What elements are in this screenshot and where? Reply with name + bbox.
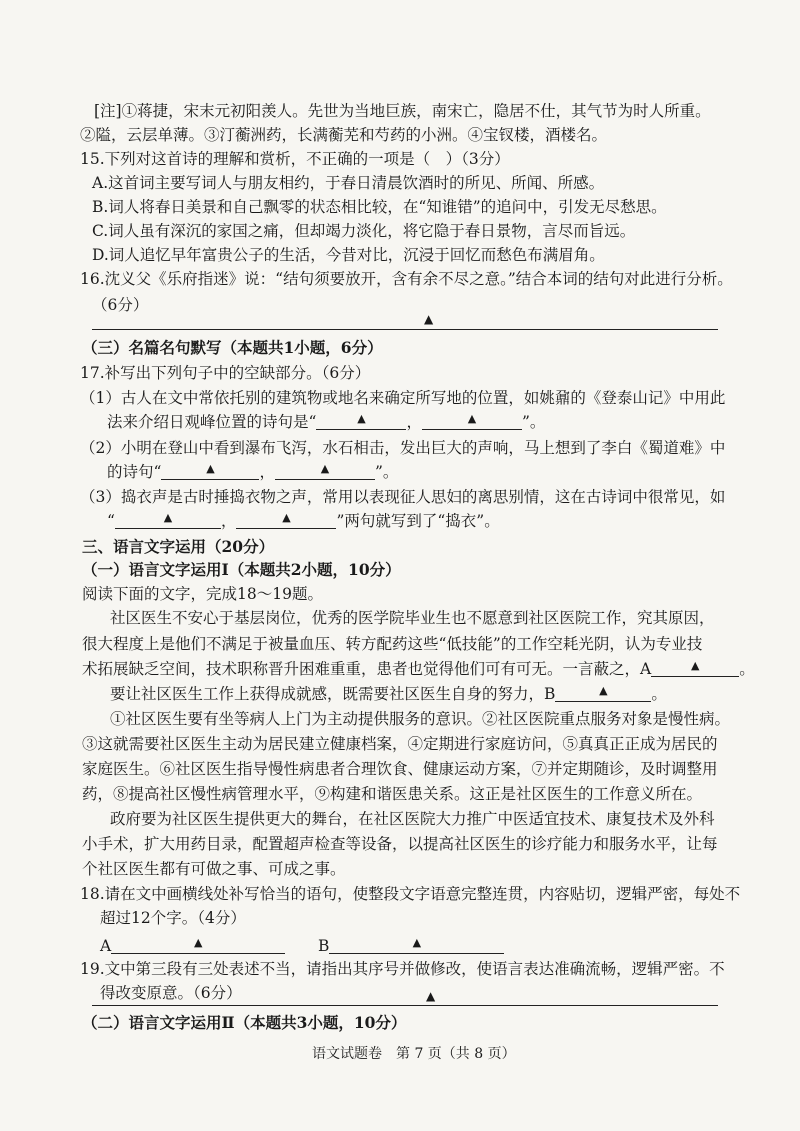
q16-line-2: （6分） <box>92 296 149 314</box>
passage-p4-line-3: 个社区医生都有可做之事、可成之事。 <box>82 860 346 878</box>
passage-p3-line-2: ③这就需要社区医生主动为居民建立健康档案，④定期进行家庭访问，⑤真真正正成为居民的 <box>82 735 718 753</box>
q17-p2-line-1: （2）小明在登山中看到瀑布飞泻，水石相击，发出巨大的声响，马上想到了李白《蜀道难》中 <box>80 439 726 457</box>
passage-p4-line-2: 小手术，扩大用药目录，配置超声检查等设备，以提高社区医生的诊疗能力和服务水平，让每 <box>82 835 718 853</box>
q15-option-a: A.这首词主要写词人与朋友相约，于春日清晨饮酒时的所见、所闻、所感。 <box>92 174 605 192</box>
q17-blank-2[interactable]: ▲ <box>422 411 522 430</box>
passage-blank-a[interactable]: ▲ <box>651 658 739 677</box>
page-footer: 语文试题卷 第 7 页（共 8 页） <box>312 1046 516 1062</box>
q17-blank-4[interactable]: ▲ <box>275 461 375 480</box>
q18-answer-a: A ▲ <box>100 934 285 958</box>
passage-p1-line-3: 术拓展缺乏空间，技术职称晋升困难重重，患者也觉得他们可有可无。一言蔽之，A ▲ 。 <box>82 659 755 678</box>
subsection-title-1: （一）语言文字运用Ⅰ（本题共2小题，10分） <box>82 560 401 579</box>
q17-p1-line-2: 法来介绍日观峰位置的诗句是“ ▲ ， ▲ ”。 <box>107 412 546 431</box>
section-title-famous-lines: （三）名篇名句默写（本题共1小题，6分） <box>82 338 383 357</box>
q19-line-1: 19.文中第三段有三处表述不当，请指出其序号并做修改，使语言表达准确流畅，逻辑严密。不 <box>80 960 725 978</box>
q19-line-2: 得改变原意。（6分） <box>100 984 242 1002</box>
q18-line-1: 18.请在文中画横线处补写恰当的语句，使整段文字语意完整连贯，内容贴切，逻辑严密，每处不 <box>80 885 741 903</box>
q17-blank-1[interactable]: ▲ <box>316 411 406 430</box>
q17-p3-line-2: “ ▲ ， ▲ ”两句就写到了“捣衣”。 <box>107 511 500 530</box>
q17-p1-line-1: （1）古人在文中常依托别的建筑物或地名来确定所写地的位置，如姚鼐的《登泰山记》中用此 <box>80 389 726 407</box>
q18-blank-b[interactable]: ▲ <box>329 935 504 954</box>
q15-stem: 15.下列对这首诗的理解和赏析，不正确的一项是（ ）（3分） <box>80 150 510 168</box>
answer-marker: ▲ <box>424 312 434 326</box>
passage-blank-b[interactable]: ▲ <box>555 683 651 702</box>
q15-option-b: B.词人将春日美景和自己飘零的状态相比较，在“知谁错”的追问中，引发无尽愁思。 <box>92 198 667 216</box>
passage-p3-line-3: 家庭医生。⑥社区医生指导慢性病患者合理饮食、健康运动方案，⑦并定期随诊，及时调整用 <box>82 760 718 778</box>
q17-blank-5[interactable]: ▲ <box>115 510 221 529</box>
passage-p2-line-1: 要让社区医生工作上获得成就感，既需要社区医生自身的努力，B ▲ 。 <box>110 684 667 703</box>
answer-line-q16[interactable] <box>92 329 718 330</box>
answer-marker: ▲ <box>426 989 436 1003</box>
q17-blank-6[interactable]: ▲ <box>236 510 336 529</box>
q18-blank-a[interactable]: ▲ <box>111 935 285 954</box>
subsection-title-2: （二）语言文字运用Ⅱ（本题共3小题，10分） <box>82 1013 407 1032</box>
q17-stem: 17.补写出下列句子中的空缺部分。（6分） <box>80 364 371 382</box>
q15-option-c: C.词人虽有深沉的家国之痛，但却竭力淡化，将它隐于春日景物，言尽而旨远。 <box>92 222 636 240</box>
q18-line-2: 超过12个字。（4分） <box>100 909 246 927</box>
reading-instruction: 阅读下面的文字，完成18～19题。 <box>82 585 323 603</box>
q18-answer-b: B ▲ <box>318 934 504 958</box>
q15-option-d: D.词人追忆早年富贵公子的生活，今昔对比，沉浸于回忆而愁色布满眉角。 <box>92 246 605 264</box>
answer-line-q19[interactable] <box>92 1005 718 1006</box>
part-title-language-use: 三、语言文字运用（20分） <box>82 537 275 556</box>
q17-blank-3[interactable]: ▲ <box>161 461 259 480</box>
passage-p3-line-1: ①社区医生要有坐等病人上门为主动提供服务的意识。②社区医院重点服务对象是慢性病。 <box>110 710 731 728</box>
note-line-1: [注]①蒋捷，宋末元初阳羡人。先世为当地巨族，南宋亡，隐居不仕，其气节为时人所重。 <box>94 102 711 120</box>
q17-p2-line-2: 的诗句“ ▲ ， ▲ ”。 <box>107 462 399 481</box>
passage-p4-line-1: 政府要为社区医生提供更大的舞台，在社区医院大力推广中医适宜技术、康复技术及外科 <box>110 810 715 828</box>
note-line-2: ②隘，云层单薄。③汀蘅洲药，长满蘅芜和芍药的小洲。④宝钗楼，酒楼名。 <box>80 126 608 144</box>
q17-p3-line-1: （3）捣衣声是古时捶捣衣物之声，常用以表现征人思妇的离思别情，这在古诗词中很常见，如 <box>80 488 726 506</box>
passage-p1-line-1: 社区医生不安心于基层岗位，优秀的医学院毕业生也不愿意到社区医院工作，究其原因， <box>110 609 715 627</box>
passage-p3-line-4: 药，⑧提高社区慢性病管理水平，⑨构建和谐医患关系。这正是社区医生的工作意义所在。 <box>82 785 703 803</box>
q16-line-1: 16.沈义父《乐府指迷》说：“结句须要放开，含有余不尽之意。”结合本词的结句对此进行分析。 <box>80 270 733 288</box>
passage-p1-line-2: 很大程度上是他们不满足于被量血压、转方配药这些“低技能”的工作空耗光阴，认为专业技 <box>82 635 703 653</box>
